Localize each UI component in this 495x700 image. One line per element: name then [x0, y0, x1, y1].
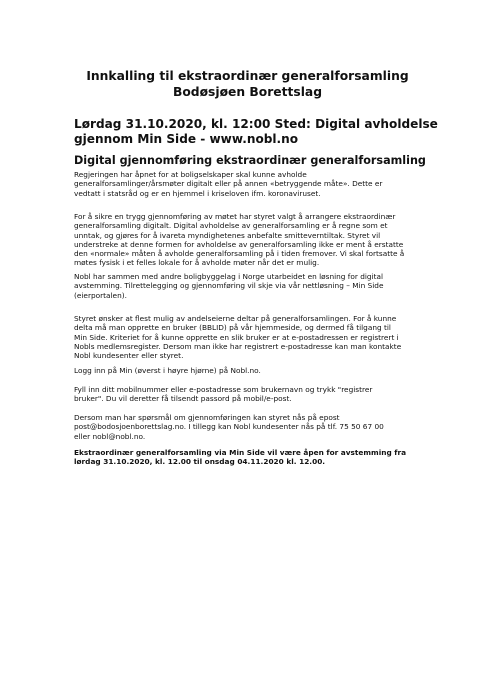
- paragraph-line: delta må man opprette en bruker (BBLID) på vår hjemmeside, og dermed få tilgang til: [74, 323, 391, 333]
- event-line: Lørdag 31.10.2020, kl. 12:00 Sted: Digital avholdelse: [74, 117, 438, 131]
- paragraph-line: Ekstraordinær generalforsamling via Min Side vil være åpen for avstemming fra: [74, 448, 407, 457]
- paragraph-line: unntak, og gjøres for å ivareta myndighetenes anbefalte smitteverntiltak. Styret vil: [74, 230, 381, 240]
- paragraph-line: Fyll inn ditt mobilnummer eller e-postadresse som brukernavn og trykk "registrer: [74, 385, 373, 394]
- document-title: [60, 68, 435, 100]
- event-line: gjennom Min Side - www.nobl.no: [74, 132, 299, 146]
- title-line: Bodøsjøen Borettslag: [172, 85, 323, 99]
- paragraph-line: lørdag 31.10.2020, kl. 12.00 til onsdag 04.11.2020 kl. 12.00.: [74, 457, 326, 467]
- paragraph-voting-solution: [74, 272, 436, 300]
- paragraph-voting-period: [74, 448, 436, 467]
- paragraph-digital-meeting: [74, 212, 436, 268]
- paragraph-line: eller nobl@nobl.no.: [74, 431, 146, 441]
- paragraph-line: post@bodosjoenborettslag.no. I tillegg kan Nobl kundesenter nås på tlf. 75 50 67 00: [74, 422, 384, 432]
- meeting-date-location: [74, 117, 438, 147]
- paragraph-login: [74, 366, 436, 375]
- paragraph-line: den «normale» måten å avholde generalforsamling på i tiden fremover. Vi skal fortsatte å: [74, 249, 405, 259]
- paragraph-line: Logg inn på Min (øverst i høyre hjørne) på Nobl.no.: [74, 366, 261, 375]
- paragraph-line: vedtatt i statsråd og er en hjemmel i kriseloven ifm. koronaviruset.: [74, 188, 321, 198]
- paragraph-line: generalforsamling digitalt. Digital avholdelse av generalforsamling er å regne som et: [74, 221, 388, 231]
- paragraph-line: (eierportalen).: [74, 290, 127, 300]
- paragraph-line: Nobls medlemsregister. Dersom man ikke har registrert e-postadresse kan man kontakte: [74, 341, 402, 351]
- paragraph-line: avstemming. Tilrettelegging og gjennomføring vil skje via vår nettløsning – Min Side: [74, 281, 384, 291]
- paragraph-line: Dersom man har spørsmål om gjennomføringen kan styret nås på epost: [74, 413, 340, 422]
- paragraph-register: [74, 385, 436, 404]
- paragraph-contact: [74, 413, 436, 441]
- paragraph-line: møtes fysisk i et felles lokale for å avholde møter når det er mulig.: [74, 258, 320, 268]
- paragraph-line: Styret ønsker at flest mulig av andelseierne deltar på generalforsamlingen. For å kunne: [74, 314, 397, 323]
- title-line: Innkalling til ekstraordinær generalforsamling: [86, 69, 409, 83]
- paragraph-participation: [74, 314, 436, 360]
- paragraph-line: generalforsamlinger/årsmøter digitalt eller på annen «betryggende måte». Dette er: [74, 179, 383, 189]
- paragraph-line: Nobl har sammen med andre boligbyggelag i Norge utarbeidet en løsning for digital: [74, 272, 384, 281]
- paragraph-line: For å sikre en trygg gjennomføring av møtet har styret valgt å arrangere ekstraordinær: [74, 212, 396, 221]
- paragraph-line: bruker". Du vil deretter få tilsendt passord på mobil/e-post.: [74, 394, 292, 404]
- paragraph-covid-regulation: [74, 170, 436, 198]
- paragraph-line: Nobl kundesenter eller styret.: [74, 351, 184, 361]
- paragraph-line: Min Side. Kriteriet for å kunne opprette en slik bruker er at e-postadressen er registrert i: [74, 332, 399, 342]
- paragraph-line: understreke at denne formen for avholdelse av generalforsamling ikke er ment å erstatte: [74, 239, 404, 249]
- paragraph-line: Regjeringen har åpnet for at boligselskaper skal kunne avholde: [74, 170, 307, 179]
- section-heading: Digital gjennomføring ekstraordinær generalforsamling: [74, 154, 426, 167]
